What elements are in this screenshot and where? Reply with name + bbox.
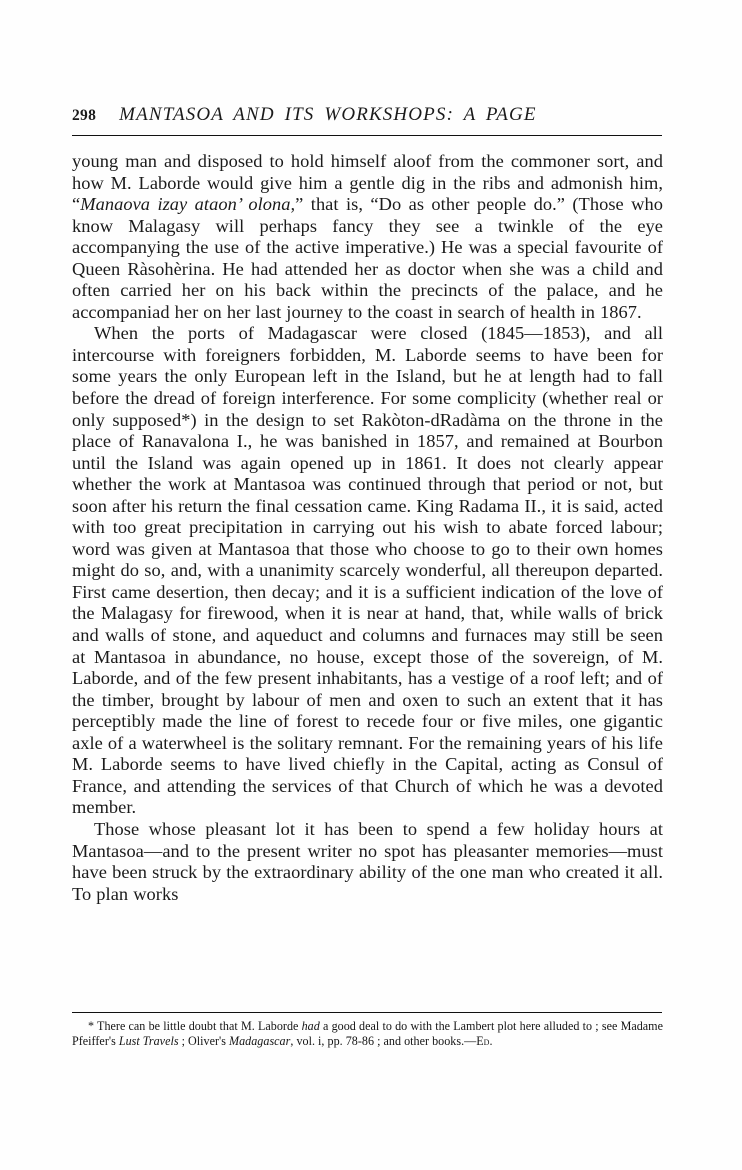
text-run: When the ports of Madagascar were closed (1845—1853), and all intercourse with foreigners forbidden, M. Laborde seems to have been for some years the only European left in the Island, but he at length had to fall before the dread of foreign interference. For some complicity (whether real or only supposed*) in the design to set Rakòton-dRadàma on the throne in the place of Ranavalona I., he was banished in 1857, and remained at Bourbon until the Island was again opened up in 1861. It does not clearly appear whether the work at Mantasoa was continued through that period or not, but soon after his return the final cessation came. King Radama II., it is said, acted with too great precipitation in carrying out his wish to abate forced labour; word was given at Mantasoa that those who choose to go to their own homes might do so, and, with a unanimity scarcely wonderful, all thereupon departed. First came desertion, then decay; and it is a sufficient indication of the love of the Malagasy for firewood, when it is near at hand, that, while walls of brick and walls of stone, and aqueduct and columns and furnaces may still be seen at Mantasoa in abundance, no house, except those of the sovereign, of M. Laborde, and of the few present inhabitants, has a vestige of a roof left; and of the timber, brought by labour of men and oxen to such an extent that it has perceptibly made the line of forest to recede four or five miles, one gigantic axle of a waterwheel is the solitary remnant. For the remaining years of his life M. Laborde seems to have lived chiefly in the Capital, acting as Consul of France, and attending the services of that Church of which he was a devoted member. (72, 323, 663, 818)
text-run: Those whose pleasant lot it has been to spend a few holiday hours at Mantasoa—and to the present writer no spot has pleasanter memories—must have been struck by the extraordinary ability of the one man who created it all. To plan works (72, 818, 663, 904)
italic-run: Manaova izay ataon’ olona, (80, 194, 296, 215)
italic-run: Madagascar (229, 1033, 291, 1048)
text-run: young man and disposed to hold himself aloof from the commoner sort, and how M. Laborde would give him a gentle dig in the ribs and admonish him, “ (72, 151, 663, 215)
text-run: , vol. i, pp. 78-86 ; and other books.— (290, 1033, 477, 1048)
page-folio-number: 298 (72, 107, 97, 124)
text-run: ; Oliver's (178, 1033, 230, 1048)
running-head (72, 104, 662, 128)
italic-run: had (301, 1019, 320, 1033)
header-rule (72, 135, 662, 136)
italic-run: Lust Travels (118, 1033, 179, 1048)
text-run: a good deal to do with the Lambert plot here alluded to ; see Madame Pfeiffer's (72, 1019, 663, 1048)
text-run: * There can be little doubt that M. Laborde (88, 1019, 302, 1033)
paragraph (72, 819, 663, 905)
paragraph (72, 323, 663, 819)
footnote-text (72, 1019, 663, 1048)
text-run: ” that is, “Do as other people do.” (Those who know Malagasy will perhaps fancy they see a twinkle of the eye accompanying the use of the active imperative.) He was a special favourite of Queen Ràsohèrina. He had attended her as doctor when she was a child and often carried her on his back within the precincts of the palace, and he accompaniad her on her last journey to the coast in search of health in 1867. (72, 194, 663, 322)
running-head-title: MANTASOA AND ITS WORKSHOPS: A PAGE (119, 104, 537, 125)
footnote-rule (72, 1012, 662, 1013)
paragraph (72, 151, 663, 323)
body-text-block (72, 151, 663, 905)
small-caps-run: Ed. (476, 1033, 493, 1048)
footnote (72, 1019, 663, 1048)
